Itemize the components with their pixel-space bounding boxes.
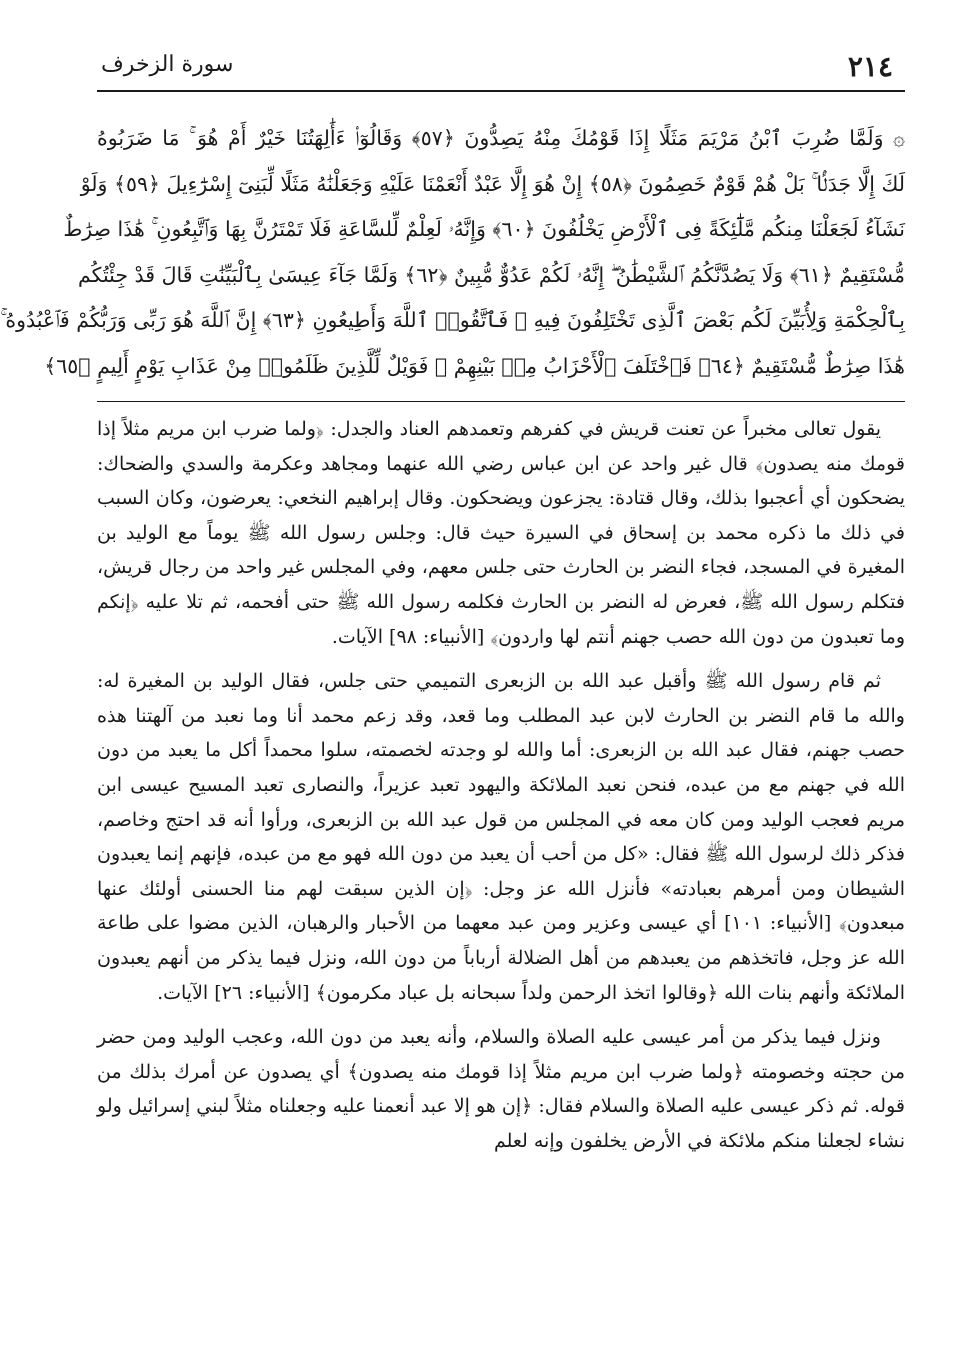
quran-line: لَكَ إِلَّا جَدَلًۢا ۚ بَلْ هُمْ قَوْمٌ خَصِمُونَ ﴿٥٨﴾ إِنْ هُوَ إِلَّا عَبْدٌ أَنْعَمْنَا عَلَيْهِ وَجَعَلْنَٰهُ مَثَلًا لِّبَنِىٓ إِسْرَٰٓءِيلَ ﴿٥٩﴾ وَلَوْ [80,171,905,196]
commentary-paragraph: ثم قام رسول الله ﷺ وأقبل عبد الله بن الزبعرى التميمي حتى جلس، فقال الوليد بن المغيرة له: والله ما قام النضر بن الحارث لابن عبد المطلب وما قعد، وقد زعم محمد أنا وما نعبد من آلهتنا هذه حصب جهنم، فقال عبد الله بن الزبعرى: أما والله لو وجدته لخصمته، سلوا محمداً أكل ما يعبد من دون الله في جهنم مع من عبده، فنحن نعبد الملائكة واليهود تعبد عزيراً، والنصارى تعبد المسيح عيسى ابن مريم فعجب الوليد ومن كان معه في المجلس من قول عبد الله بن الزبعرى، ورأوا أنه قد احتج وخاصم، فذكر ذلك لرسول الله ﷺ فقال: «كل من أحب أن يعبد من دون الله فهو مع من عبده، فإنهم إنما يعبدون الشيطان ومن أمرهم بعبادته» فأنزل الله عز وجل: ﴿إن الذين سبقت لهم منا الحسنى أولئك عنها مبعدون﴾ [الأنبياء: ١٠١] أي عيسى وعزير ومن عبد معهما من الأحبار والرهبان، الذين مضوا على طاعة الله عز وجل، فاتخذهم من يعبدهم من أهل الضلالة أرباباً من دون الله، ونزل فيما يذكر من أنهم يعبدون الملائكة وأنهم بنات الله ﴿وقالوا اتخذ الرحمن ولداً سبحانه بل عباد مكرمون﴾ [الأنبياء: ٢٦] الآيات. [97,670,905,1004]
commentary-paragraph: ونزل فيما يذكر من أمر عيسى عليه الصلاة والسلام، وأنه يعبد من دون الله، وعجب الوليد ومن حضر من حجته وخصومته ﴿ولما ضرب ابن مريم مثلاً إذا قومك منه يصدون﴾ أي يصدون عن أمرك بذلك من قوله. ثم ذكر عيسى عليه الصلاة والسلام فقال: ﴿إن هو إلا عبد أنعمنا عليه وجعلناه مثلاً لبني إسرائيل ولو نشاء لجعلنا منكم ملائكة في الأرض يخلفون وإنه لعلم [97,1026,905,1152]
page-header [97,44,905,92]
tafsir-commentary [97,412,905,1158]
quran-line: نَشَآءُ لَجَعَلْنَا مِنكُم مَّلَٰٓئِكَةً فِى ٱلْأَرْضِ يَخْلُفُونَ ﴿٦٠﴾ وَإِنَّهُۥ لَعِلْمٌ لِّلسَّاعَةِ فَلَا تَمْتَرُنَّ بِهَا وَٱتَّبِعُونِ ۚ هَٰذَا صِرَٰطٌ [63,217,905,241]
surah-name: سورة الزخرف [101,52,234,77]
page-number: ٢١٤ [847,50,893,83]
commentary-paragraph: يقول تعالى مخبراً عن تعنت قريش في كفرهم وتعمدهم العناد والجدل: ﴿ولما ضرب ابن مريم مثلاً إذا قومك منه يصدون﴾ قال غير واحد عن ابن عباس رضي الله عنهما ومجاهد وعكرمة والسدي والضحاك: يضحكون أي أعجبوا بذلك، وقال قتادة: يجزعون ويضحكون. وقال إبراهيم النخعي: يعرضون، وكان السبب في ذلك ما ذكره محمد بن إسحاق في السيرة حيث قال: وجلس رسول الله ﷺ يوماً مع الوليد بن المغيرة في المسجد، فجاء النضر بن الحارث حتى جلس معهم، وفي المجلس غير واحد من رجال قريش، فتكلم رسول الله ﷺ، فعرض له النضر بن الحارث فكلمه رسول الله ﷺ حتى أفحمه، ثم تلا عليه ﴿إنكم وما تعبدون من دون الله حصب جهنم أنتم لها واردون﴾ [الأنبياء: ٩٨] الآيات. [97,418,905,648]
quran-verses [0,92,905,402]
quran-line: ۞ وَلَمَّا ضُرِبَ ٱبْنُ مَرْيَمَ مَثَلًا إِذَا قَوْمُكَ مِنْهُ يَصِدُّونَ ﴿٥٧﴾ وَقَالُوٓا۟ ءَأَٰلِهَتُنَا خَيْرٌ أَمْ هُوَ ۚ مَا ضَرَبُوهُ [97,126,905,150]
quran-line: مُّسْتَقِيمٌ ﴿٦١﴾ وَلَا يَصُدَّنَّكُمُ ٱلشَّيْطَٰنُ ۖ إِنَّهُۥ لَكُمْ عَدُوٌّ مُّبِينٌ ﴿٦٢﴾ وَلَمَّا جَآءَ عِيسَىٰ بِٱلْبَيِّنَٰتِ قَالَ قَدْ جِئْتُكُم [78,262,905,287]
page [0,44,905,1168]
quran-line: هَٰذَا صِرَٰطٌ مُّسْتَقِيمٌ ﴿٦٤﴾ فَٱخْتَلَفَ ٱلْأَحْزَابُ مِنۢ بَيْنِهِمْ ۖ فَوَيْلٌ لِّلَّذِينَ ظَلَمُوا۟ مِنْ عَذَابِ يَوْمٍ أَلِيمٍ ﴿٦٥﴾ [44,353,905,378]
quran-line: بِٱلْحِكْمَةِ وَلِأُبَيِّنَ لَكُم بَعْضَ ٱلَّذِى تَخْتَلِفُونَ فِيهِ ۖ فَٱتَّقُوا۟ ٱللَّهَ وَأَطِيعُونِ ﴿٦٣﴾ إِنَّ ٱللَّهَ هُوَ رَبِّى وَرَبُّكُمْ فَٱعْبُدُوهُ ۚ [0,308,905,332]
